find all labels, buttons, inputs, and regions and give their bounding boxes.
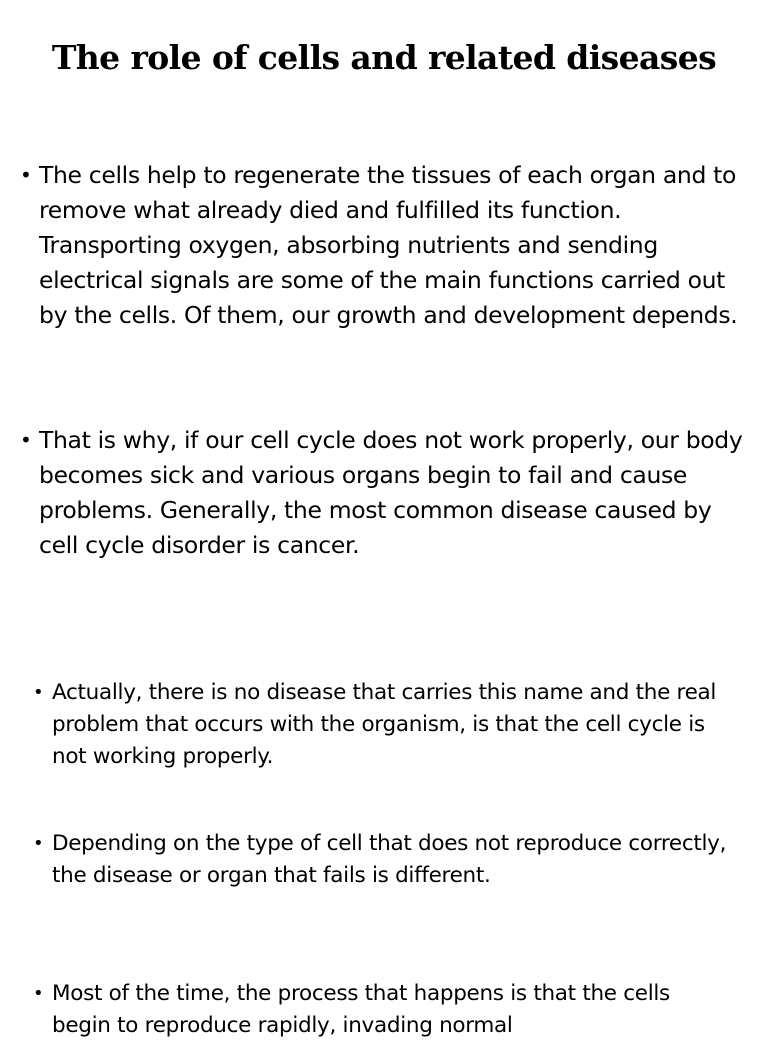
bullet-text: That is why, if our cell cycle does not work properly, our body becomes sick and various organs begin to fail and cause problems. Generally, the most common disease caused by cell cycle disorder is cancer. bbox=[39, 426, 743, 559]
bullet-text: Depending on the type of cell that does not reproduce correctly, the disease or organ that fails is different. bbox=[52, 831, 727, 888]
bullet-text: Most of the time, the process that happens is that the cells begin to reproduce rapidly, invading normal bbox=[52, 981, 670, 1038]
bullet-dot-icon: • bbox=[33, 682, 44, 703]
slide-title: The role of cells and related diseases bbox=[51, 38, 717, 77]
bullet-item bbox=[20, 423, 748, 563]
bullet-dot-icon: • bbox=[33, 833, 44, 854]
bullet-dot-icon: • bbox=[20, 163, 32, 187]
bullet-text: Actually, there is no disease that carries this name and the real problem that occurs with the organism, is that the cell cycle is not working properly. bbox=[52, 680, 717, 769]
bullet-item bbox=[33, 828, 733, 892]
bullet-text: The cells help to regenerate the tissues of each organ and to remove what already died and fulfilled its function. Transporting oxygen, absorbing nutrients and sending electrical signals are some of the main functions carried out by the cells. Of them, our growth and development depends. bbox=[39, 161, 738, 329]
bullet-dot-icon: • bbox=[20, 428, 32, 452]
bullet-item bbox=[20, 158, 748, 333]
bullet-item bbox=[33, 978, 733, 1042]
bullet-dot-icon: • bbox=[33, 983, 44, 1004]
bullet-item bbox=[33, 677, 733, 773]
